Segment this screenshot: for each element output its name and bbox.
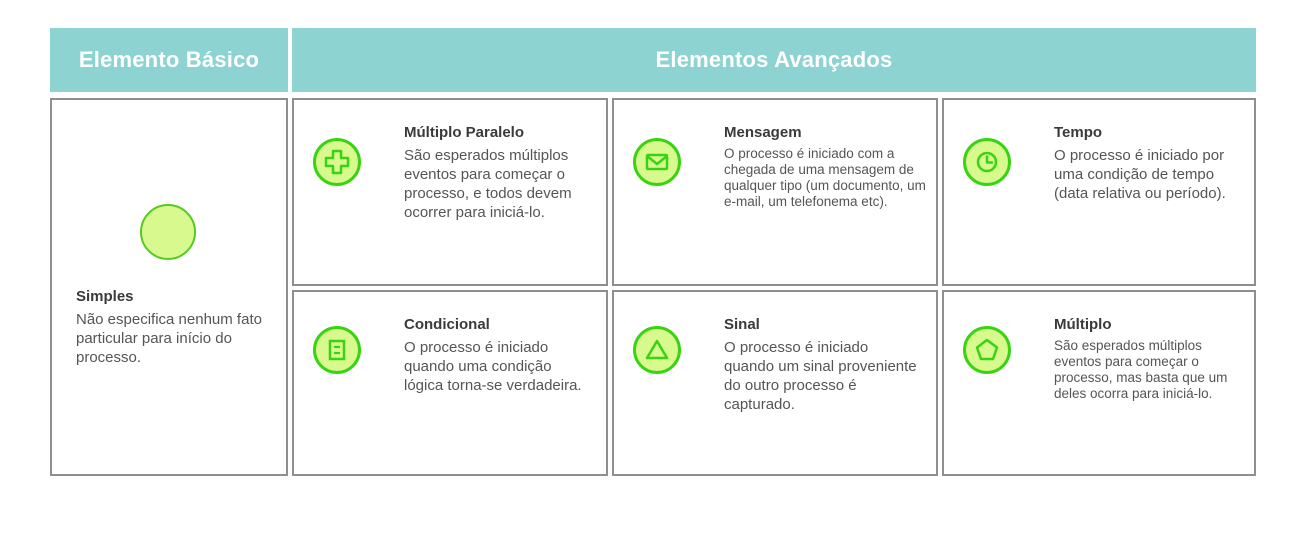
condition-document-icon [313,326,361,374]
message-description: O processo é iniciado com a chegada de uma mensagem de qualquer tipo (um documento, um e-mail, um telefonema etc). [724,146,926,209]
multiple-parallel-title: Múltiplo Paralelo [404,124,525,141]
multiple-title: Múltiplo [1054,316,1112,333]
signal-description: O processo é iniciado quando um sinal proveniente do outro processo é capturado. [724,339,917,413]
cell-time [942,98,1256,286]
simple-title: Simples [76,288,134,305]
envelope-icon [633,138,681,186]
pentagon-icon [963,326,1011,374]
message-title: Mensagem [724,124,802,141]
multiple-description: São esperados múltiplos eventos para começar o processo, mas basta que um deles ocorra para iniciá-lo. [1054,338,1228,401]
cell-multiple-parallel [292,98,608,286]
cell-message [612,98,938,286]
cell-conditional [292,290,608,476]
cell-simple [50,98,288,476]
header-advanced-elements: Elementos Avançados [292,28,1256,92]
simple-description: Não especifica nenhum fato particular para início do processo. [76,311,262,366]
cell-multiple [942,290,1256,476]
conditional-description: O processo é iniciado quando uma condição lógica torna-se verdadeira. [404,339,582,394]
circle-event-icon [140,204,196,260]
cell-signal [612,290,938,476]
header-basic-element: Elemento Básico [50,28,288,92]
signal-title: Sinal [724,316,760,333]
multiple-parallel-description: São esperados múltiplos eventos para começar o processo, e todos devem ocorrer para iniciá-lo. [404,147,572,221]
parallel-plus-icon [313,138,361,186]
conditional-title: Condicional [404,316,490,333]
clock-icon [963,138,1011,186]
triangle-signal-icon [633,326,681,374]
time-title: Tempo [1054,124,1103,141]
time-description: O processo é iniciado por uma condição de tempo (data relativa ou período). [1054,147,1226,202]
